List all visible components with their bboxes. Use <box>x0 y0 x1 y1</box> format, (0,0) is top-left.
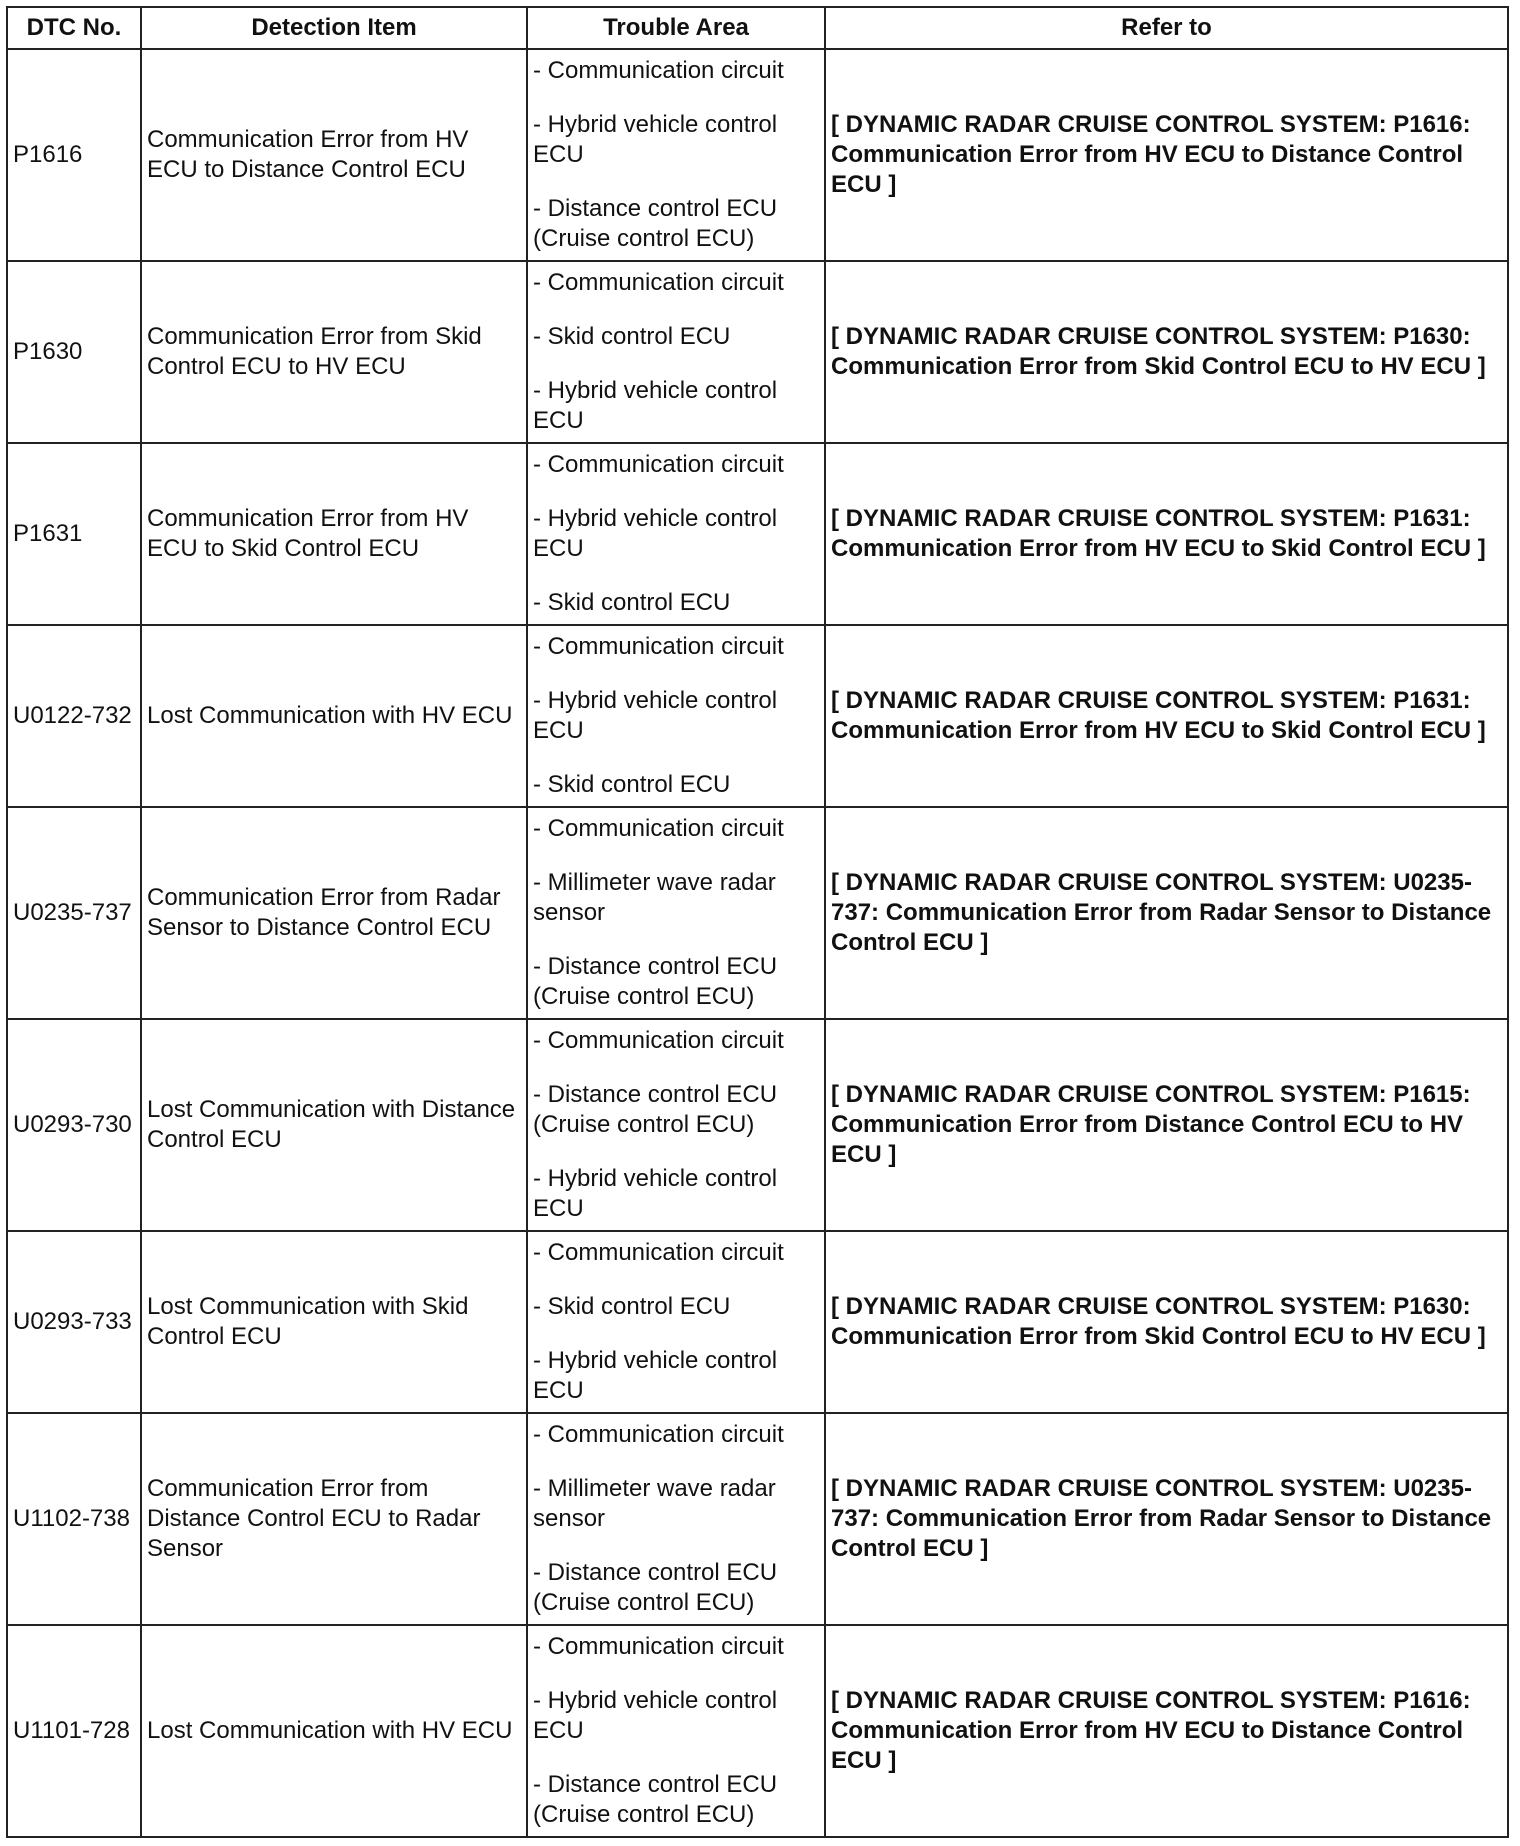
trouble-area <box>527 443 825 625</box>
trouble-area-entry: - Communication circuit <box>533 1633 784 1660</box>
refer-to-link[interactable]: [ DYNAMIC RADAR CRUISE CONTROL SYSTEM: U0235-737: Communication Error from Radar Sensor to Distance Control ECU ] <box>825 807 1508 1019</box>
trouble-area-entry: - Distance control ECU (Cruise control ECU) <box>533 1771 778 1828</box>
dtc-code: P1630 <box>7 261 141 443</box>
trouble-area <box>527 625 825 807</box>
refer-to-link[interactable]: [ DYNAMIC RADAR CRUISE CONTROL SYSTEM: U0235-737: Communication Error from Radar Sensor to Distance Control ECU ] <box>825 1413 1508 1625</box>
refer-to-link[interactable]: [ DYNAMIC RADAR CRUISE CONTROL SYSTEM: P1631: Communication Error from HV ECU to Skid Control ECU ] <box>825 443 1508 625</box>
detection-item: Communication Error from HV ECU to Skid Control ECU <box>141 443 527 625</box>
trouble-area <box>527 1625 825 1837</box>
trouble-area-entry: - Communication circuit <box>533 451 784 478</box>
trouble-area-entry: - Communication circuit <box>533 57 784 84</box>
trouble-area <box>527 1231 825 1413</box>
trouble-area-entry: - Hybrid vehicle control ECU <box>533 111 778 168</box>
dtc-code: U1102-738 <box>7 1413 141 1625</box>
trouble-area-entry: - Hybrid vehicle control ECU <box>533 687 778 744</box>
table-row <box>7 1231 1508 1413</box>
detection-item: Communication Error from Radar Sensor to Distance Control ECU <box>141 807 527 1019</box>
detection-item: Lost Communication with HV ECU <box>141 625 527 807</box>
trouble-area-entry: - Hybrid vehicle control ECU <box>533 505 778 562</box>
trouble-area <box>527 1413 825 1625</box>
trouble-area-entry: - Distance control ECU (Cruise control ECU) <box>533 1081 778 1138</box>
trouble-area-entry: - Communication circuit <box>533 269 784 296</box>
table-row <box>7 807 1508 1019</box>
refer-to-link[interactable]: [ DYNAMIC RADAR CRUISE CONTROL SYSTEM: P1616: Communication Error from HV ECU to Distance Control ECU ] <box>825 1625 1508 1837</box>
detection-item: Lost Communication with Skid Control ECU <box>141 1231 527 1413</box>
dtc-code: U1101-728 <box>7 1625 141 1837</box>
trouble-area-entry: - Distance control ECU (Cruise control ECU) <box>533 195 778 252</box>
table-row <box>7 443 1508 625</box>
trouble-area-entry: - Skid control ECU <box>533 589 731 616</box>
table-row <box>7 261 1508 443</box>
refer-to-link[interactable]: [ DYNAMIC RADAR CRUISE CONTROL SYSTEM: P1630: Communication Error from Skid Control ECU to HV ECU ] <box>825 261 1508 443</box>
header-dtc-no: DTC No. <box>7 7 141 49</box>
table-row <box>7 49 1508 261</box>
dtc-code: U0122-732 <box>7 625 141 807</box>
trouble-area <box>527 261 825 443</box>
refer-to-link[interactable]: [ DYNAMIC RADAR CRUISE CONTROL SYSTEM: P1630: Communication Error from Skid Control ECU to HV ECU ] <box>825 1231 1508 1413</box>
trouble-area-entry: - Skid control ECU <box>533 323 731 350</box>
trouble-area-entry: - Communication circuit <box>533 815 784 842</box>
trouble-area-entry: - Millimeter wave radar sensor <box>533 869 776 926</box>
header-refer-to: Refer to <box>825 7 1508 49</box>
trouble-area-entry: - Hybrid vehicle control ECU <box>533 1165 778 1222</box>
trouble-area <box>527 49 825 261</box>
detection-item: Communication Error from Skid Control ECU to HV ECU <box>141 261 527 443</box>
detection-item: Communication Error from Distance Control ECU to Radar Sensor <box>141 1413 527 1625</box>
refer-to-link[interactable]: [ DYNAMIC RADAR CRUISE CONTROL SYSTEM: P1615: Communication Error from Distance Control ECU to HV ECU ] <box>825 1019 1508 1231</box>
trouble-area-entry: - Skid control ECU <box>533 1293 731 1320</box>
trouble-area-entry: - Distance control ECU (Cruise control ECU) <box>533 1559 778 1616</box>
trouble-area-entry: - Distance control ECU (Cruise control ECU) <box>533 953 778 1010</box>
table-row <box>7 1625 1508 1837</box>
dtc-table-container <box>6 6 1507 1838</box>
table-row <box>7 1019 1508 1231</box>
trouble-area-entry: - Millimeter wave radar sensor <box>533 1475 776 1532</box>
header-row <box>7 7 1508 49</box>
trouble-area-entry: - Hybrid vehicle control ECU <box>533 1687 778 1744</box>
refer-to-link[interactable]: [ DYNAMIC RADAR CRUISE CONTROL SYSTEM: P1631: Communication Error from HV ECU to Skid Control ECU ] <box>825 625 1508 807</box>
trouble-area-entry: - Communication circuit <box>533 1421 784 1448</box>
dtc-code: U0293-730 <box>7 1019 141 1231</box>
header-detection-item: Detection Item <box>141 7 527 49</box>
detection-item: Lost Communication with Distance Control ECU <box>141 1019 527 1231</box>
trouble-area-entry: - Hybrid vehicle control ECU <box>533 1347 778 1404</box>
trouble-area-entry: - Hybrid vehicle control ECU <box>533 377 778 434</box>
trouble-area-entry: - Communication circuit <box>533 1027 784 1054</box>
dtc-code: U0235-737 <box>7 807 141 1019</box>
dtc-code: P1631 <box>7 443 141 625</box>
detection-item: Communication Error from HV ECU to Distance Control ECU <box>141 49 527 261</box>
dtc-code: U0293-733 <box>7 1231 141 1413</box>
trouble-area <box>527 1019 825 1231</box>
trouble-area <box>527 807 825 1019</box>
trouble-area-entry: - Communication circuit <box>533 1239 784 1266</box>
trouble-area-entry: - Skid control ECU <box>533 771 731 798</box>
refer-to-link[interactable]: [ DYNAMIC RADAR CRUISE CONTROL SYSTEM: P1616: Communication Error from HV ECU to Distance Control ECU ] <box>825 49 1508 261</box>
table-row <box>7 1413 1508 1625</box>
dtc-code: P1616 <box>7 49 141 261</box>
detection-item: Lost Communication with HV ECU <box>141 1625 527 1837</box>
header-trouble-area: Trouble Area <box>527 7 825 49</box>
trouble-area-entry: - Communication circuit <box>533 633 784 660</box>
dtc-table <box>6 6 1509 1838</box>
table-row <box>7 625 1508 807</box>
